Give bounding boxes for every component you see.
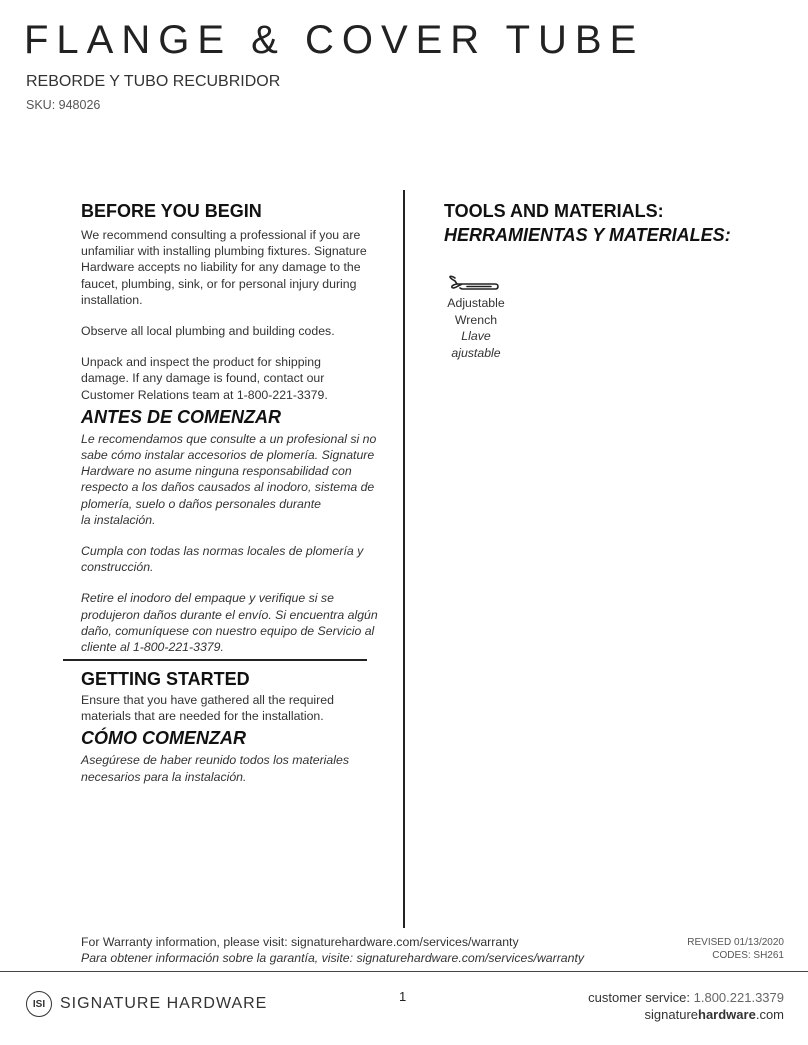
before-heading: BEFORE YOU BEGIN (81, 201, 262, 221)
before-paragraph-1 (81, 227, 391, 308)
text-line: sabe cómo instalar accesorios de plomería. Signature (81, 448, 375, 463)
sku-label: SKU: 948026 (26, 98, 101, 112)
warranty-es: Para obtener información sobre la garantía, visite: signaturehardware.com/services/warranty (81, 951, 585, 965)
antes-paragraph-1 (81, 431, 391, 528)
text-line: plomería, suelo o daños personales durante (81, 496, 321, 511)
text-line: unfamiliar with installing plumbing fixtures. Signature (81, 244, 367, 259)
site-suffix: .com (755, 1007, 784, 1022)
text-line: We recommend consulting a professional if you are (81, 228, 361, 242)
tools-heading-es: HERRAMIENTAS Y MATERIALES: (444, 225, 731, 245)
getting-started-heading: GETTING STARTED (81, 669, 250, 689)
cs-phone: 1.800.221.3379 (693, 990, 784, 1005)
text-line: Customer Relations team at 1-800-221-3379. (81, 387, 328, 402)
section-divider (63, 659, 367, 661)
codes-label: CODES: SH261 (712, 950, 784, 961)
customer-service (588, 989, 784, 1006)
left-column (81, 200, 391, 655)
column-divider (403, 190, 405, 928)
tools-heading-en: TOOLS AND MATERIALS: (444, 201, 664, 221)
text-line: Le recomendamos que consulte a un profesional si no (81, 431, 377, 446)
antes-paragraph-3 (81, 590, 391, 655)
brand-name: SIGNATURE HARDWARE (60, 995, 268, 1012)
brand-logo-icon (26, 991, 52, 1017)
site-bold: hardware (698, 1007, 756, 1022)
text-line: cliente al 1-800-221-3379. (81, 640, 224, 655)
antes-heading: ANTES DE COMENZAR (81, 406, 282, 427)
wrench-icon (441, 272, 511, 294)
text-line: Retire el inodoro del empaque y verifique si se (81, 591, 334, 606)
text-line: Cumpla con todas las normas locales de plomería y (81, 544, 364, 559)
tool-label-es: Llave (461, 329, 491, 343)
site-prefix: signature (644, 1007, 699, 1022)
text-line: respecto a los daños causados al inodoro, sistema de (81, 480, 375, 495)
tool-label-en: Wrench (454, 312, 498, 327)
website-link[interactable] (645, 1006, 784, 1023)
page-subtitle: REBORDE Y TUBO RECUBRIDOR (26, 73, 281, 90)
tools-section (444, 200, 784, 246)
warranty-en: For Warranty information, please visit: signaturehardware.com/services/warranty (81, 935, 519, 949)
footer-divider (0, 971, 808, 972)
page-number: 1 (399, 989, 407, 1004)
text-line: Asegúrese de haber reunido todos los materiales (81, 753, 349, 768)
before-paragraph-3 (81, 354, 391, 403)
text-line: construcción. (81, 560, 154, 575)
antes-paragraph-2 (81, 543, 391, 575)
revised-date: REVISED 01/13/2020 (687, 937, 784, 948)
text-line: installation. (81, 292, 143, 307)
before-paragraph-2: Observe all local plumbing and building codes. (81, 324, 335, 339)
text-line: Hardware no asume ninguna responsabilidad con (81, 464, 352, 479)
tool-label-en: Adjustable (447, 296, 505, 310)
tool-label-es: ajustable (451, 345, 501, 360)
text-line: necesarios para la instalación. (81, 769, 247, 784)
text-line: Unpack and inspect the product for shipping (81, 355, 321, 370)
page-title: FLANGE & COVER TUBE (24, 18, 645, 62)
text-line: Ensure that you have gathered all the required (81, 693, 334, 707)
getting-started-paragraph (81, 692, 391, 724)
text-line: daño, comuníquese con nuestro equipo de Servicio al (81, 623, 375, 638)
text-line: faucet, plumbing, sink, or for personal injury during (81, 276, 357, 291)
text-line: Hardware accepts no liability for any damage to the (81, 260, 361, 275)
text-line: la instalación. (81, 512, 156, 527)
text-line: materials that are needed for the installation. (81, 709, 324, 724)
brand-logo-text: ISI (32, 998, 46, 1010)
tool-item (441, 272, 511, 361)
text-line: damage. If any damage is found, contact our (81, 371, 325, 386)
como-heading: CÓMO COMENZAR (81, 728, 246, 749)
tool-label (441, 295, 511, 361)
cs-label: customer service: (588, 990, 690, 1005)
text-line: produjeron daños durante el envío. Si encuentra algún (81, 607, 378, 622)
getting-started-section (81, 668, 391, 785)
como-paragraph (81, 752, 391, 784)
